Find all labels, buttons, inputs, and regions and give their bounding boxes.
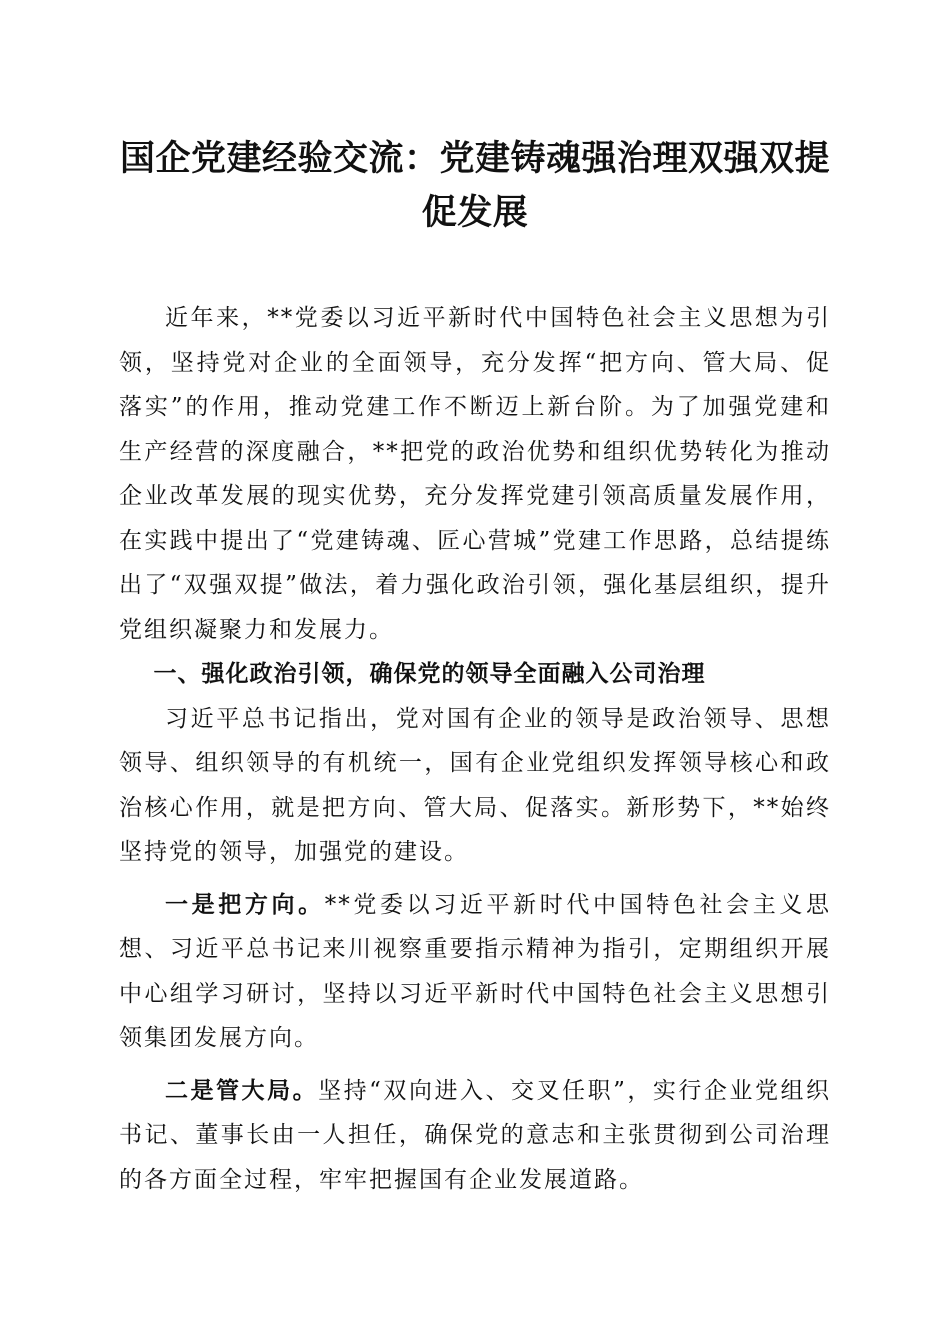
document-title: 国企党建经验交流：党建铸魂强治理双强双提促发展 — [119, 138, 830, 233]
point-lead-2: 二是管大局。 — [165, 1077, 319, 1104]
document-page — [119, 132, 831, 1202]
intro-paragraph: 近年来，**党委以习近平新时代中国特色社会主义思想为引领，坚持党对企业的全面领导，充分发挥“把方向、管大局、促落实”的作用，推动党建工作不断迈上新台阶。为了加强党建和生产经营的深度融合，**把党的政治优势和组织优势转化为推动企业改革发展的现实优势，充分发挥党建引领高质量发展作用，在实践中提出了“党建铸魂、匠心营城”党建工作思路，总结提练出了“双强双提”做法，着力强化政治引领，强化基层组织，提升党组织凝聚力和发展力。 — [119, 305, 831, 643]
section-paragraph: 习近平总书记指出，党对国有企业的领导是政治领导、思想领导、组织领导的有机统一，国有企业党组织发挥领导核心和政治核心作用，就是把方向、管大局、促落实。新形势下，**始终坚持党的领导，加强党的建设。 — [119, 705, 831, 865]
section-heading: 一、强化政治引领，确保党的领导全面融入公司治理 — [153, 661, 706, 687]
point-paragraph-1 — [119, 883, 831, 1061]
point-text-2: 坚持“双向进入、交叉任职”，实行企业党组织书记、董事长由一人担任，确保党的意志和主张贯彻到公司治理的各方面全过程，牢牢把握国有企业发展道路。 — [119, 1077, 831, 1193]
point-text-1: **党委以习近平新时代中国特色社会主义思想、习近平总书记来川视察重要指示精神为指引，定期组织开展中心组学习研讨，坚持以习近平新时代中国特色社会主义思想引领集团发展方向。 — [119, 891, 831, 1051]
document-body — [119, 296, 831, 1202]
point-lead-1: 一是把方向。 — [165, 891, 325, 918]
point-paragraph-2 — [119, 1069, 831, 1203]
